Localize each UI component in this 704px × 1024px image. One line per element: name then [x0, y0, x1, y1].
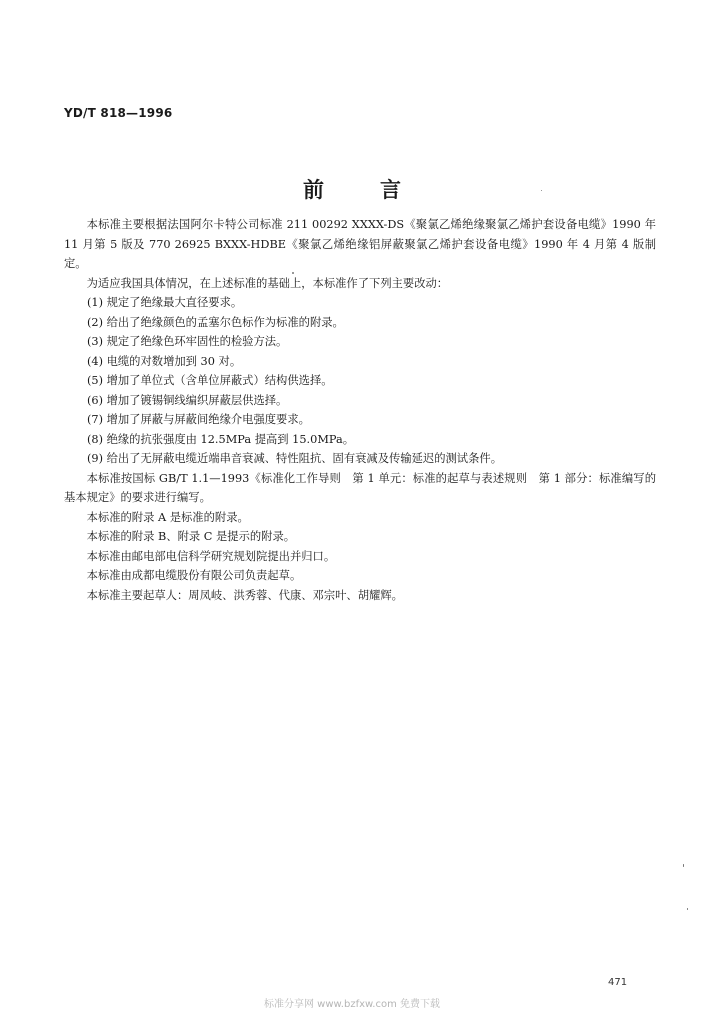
- standard-code: YD/T 818—1996: [64, 106, 173, 120]
- change-item: (1) 规定了绝缘最大直径要求。: [87, 296, 243, 309]
- title-char-1: 前: [303, 178, 324, 202]
- change-item: (5) 增加了单位式（含单位屏蔽式）结构供选择。: [87, 374, 333, 387]
- appendix-a-paragraph: 本标准的附录 A 是标准的附录。: [86, 510, 249, 524]
- change-item: (3) 规定了绝缘色环牢固性的检验方法。: [87, 335, 288, 348]
- scan-speck: [683, 864, 684, 867]
- change-item: (2) 给出了绝缘颜色的孟塞尔色标作为标准的附录。: [87, 315, 344, 329]
- page-title: [0, 174, 704, 204]
- intro-paragraph: 本标准主要根据法国阿尔卡特公司标准 211 00292 XXXX-DS《聚氯乙烯绝缘聚氯乙烯护套设备电缆》1990 年 11 月第 5 版及 770 26925 BXXX-HDBE《聚氯乙烯绝缘铝屏蔽聚氯乙烯护套设备电缆》1990 年 4 月第 4 版制定。: [64, 218, 656, 270]
- change-item: (9) 给出了无屏蔽电缆近端串音衰减、特性阻抗、固有衰减及传输延迟的测试条件。: [87, 452, 502, 465]
- title-char-2: 言: [380, 178, 401, 202]
- scan-speck: [687, 908, 688, 910]
- changes-intro-paragraph: 为适应我国具体情况，在上述标准的基础上，本标准作了下列主要改动：: [86, 276, 449, 290]
- drafter-org-paragraph: 本标准由成都电缆股份有限公司负责起草。: [86, 569, 302, 582]
- change-item: (4) 电缆的对数增加到 30 对。: [87, 354, 242, 368]
- watermark: 标准分享网 www.bzfxw.com 免费下载: [264, 999, 440, 1010]
- scan-speck: [541, 190, 542, 191]
- scan-speck: [292, 272, 294, 274]
- change-item: (7) 增加了屏蔽与屏蔽间绝缘介电强度要求。: [87, 413, 310, 426]
- page-number: 471: [608, 977, 628, 988]
- change-item: (8) 绝缘的抗张强度由 12.5MPa 提高到 15.0MPa。: [87, 432, 355, 446]
- drafters-paragraph: 本标准主要起草人：周凤岐、洪秀蓉、代康、邓宗叶、胡耀辉。: [86, 588, 403, 602]
- drafting-rules-paragraph: 本标准按国标 GB/T 1.1—1993《标准化工作导则 第 1 单元：标准的起草与表述规则 第 1 部分：标准编写的基本规定》的要求进行编写。: [64, 471, 656, 504]
- change-item: (6) 增加了镀锡铜线编织屏蔽层供选择。: [87, 393, 288, 407]
- appendix-bc-paragraph: 本标准的附录 B、附录 C 是提示的附录。: [86, 530, 296, 543]
- proposer-paragraph: 本标准由邮电部电信科学研究规划院提出并归口。: [86, 549, 336, 563]
- document-body: [64, 215, 656, 605]
